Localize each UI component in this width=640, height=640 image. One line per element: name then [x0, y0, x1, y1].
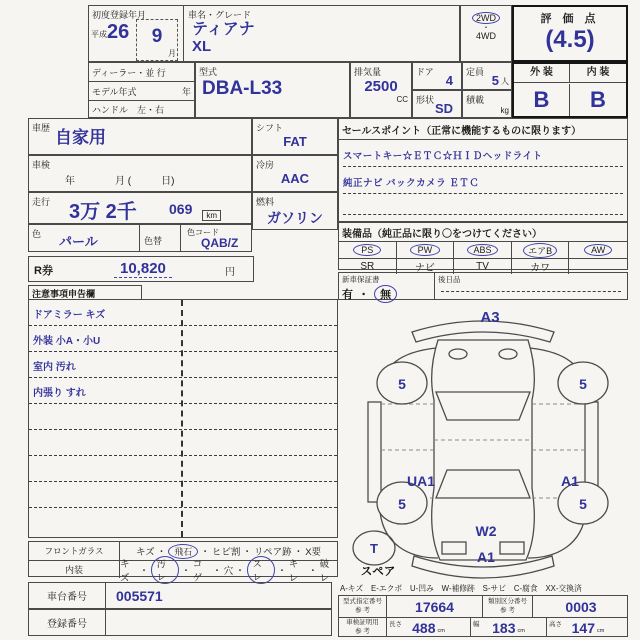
class-number-value: 0003	[565, 598, 597, 615]
interior-grade: B	[590, 86, 606, 112]
drive-type-box	[460, 5, 512, 62]
first-registration-month: 9	[151, 26, 163, 47]
type-designation-sub: 参 考	[355, 606, 370, 614]
chassis-number-label: 車台番号	[29, 583, 106, 608]
equipment-title: 装備品（純正品に限り〇をつけてください）	[339, 223, 627, 242]
height-value: 147	[571, 619, 595, 636]
notes-title: 注意事項申告欄	[32, 289, 96, 299]
mileage-big: 3万 2千	[69, 201, 137, 223]
notes-box	[28, 299, 338, 538]
score-box	[512, 5, 628, 62]
interior-label: 内 装	[570, 64, 626, 83]
inspection-label: 車検	[32, 160, 51, 170]
history-label: 車歴	[32, 123, 51, 133]
shape-value: SD	[434, 101, 453, 116]
notes-divider	[181, 300, 183, 537]
month-unit: 月	[168, 49, 176, 58]
sales-point-line-empty	[343, 214, 623, 215]
note-item-empty	[29, 404, 337, 430]
car-grade: XL	[192, 37, 212, 55]
mileage-label: 走行	[32, 197, 51, 207]
damage-declaration-box: フロントガラス キズ ・ 飛石 ・ ヒビ割 ・ リペア跡 ・ X要 内装 キズ ・ 汚レ ・ コゲ ・ 穴 ・ スレ ・ キレ ・ 破レ	[28, 541, 338, 577]
mileage-unit: km	[202, 210, 221, 221]
registration-number-label: 登録番号	[29, 610, 106, 635]
cooler-value: AAC	[280, 171, 310, 186]
equipment-pw: PW	[410, 244, 441, 256]
load-unit: kg	[500, 106, 509, 115]
color-box	[28, 224, 252, 252]
history-box	[28, 118, 252, 155]
exterior-interior-box	[512, 62, 628, 118]
height-unit: cm	[597, 628, 605, 634]
drive-2wd: 2WD	[472, 12, 500, 24]
cooler-box	[252, 155, 338, 192]
windshield-label: フロントガラス	[29, 542, 120, 560]
equipment-ps: PS	[353, 244, 381, 256]
class-number-label: 類別区分番号	[488, 598, 527, 606]
tire-grade-rear-left: 5	[398, 376, 406, 392]
drive-separator: ・	[482, 23, 490, 32]
capacity-label: 定員	[466, 67, 485, 77]
displacement-value: 2500	[364, 78, 398, 95]
chassis-number-value: 005571	[116, 587, 163, 604]
capacity-box	[462, 62, 512, 90]
windshield-opt: リペア跡	[253, 547, 292, 558]
first-registration-label: 初度登録年月	[92, 10, 147, 20]
exterior-grade: B	[514, 84, 570, 117]
fuel-label: 燃料	[256, 197, 275, 207]
car-name-box	[183, 5, 460, 62]
mileage-box	[28, 192, 252, 224]
length-value: 488	[412, 619, 436, 636]
handle-row: ハンドル 左・右	[92, 104, 165, 115]
capacity-unit: 人	[501, 77, 509, 86]
load-label: 積載	[466, 95, 485, 105]
windshield-opt-circled: 飛石	[168, 544, 198, 559]
shape-box	[412, 90, 462, 118]
dealer-rows-box	[88, 62, 195, 118]
note-item-empty	[29, 430, 337, 456]
door-label: ドア	[416, 67, 434, 77]
exterior-label: 外 装	[514, 64, 570, 83]
shape-label: 形状	[416, 95, 435, 105]
r-ticket-box	[28, 256, 254, 282]
later-items-label: 後日品	[438, 275, 461, 284]
length-label: 長さ	[389, 621, 402, 628]
warranty-yes: 有	[342, 289, 353, 301]
first-registration-box	[88, 5, 184, 62]
displacement-unit: CC	[396, 95, 408, 104]
displacement-box	[350, 62, 412, 118]
note-item: 内張り すれ	[29, 378, 337, 404]
inspection-ref-label: 車検証明用	[346, 619, 379, 627]
interior-opt: コゲ	[192, 558, 203, 584]
warranty-label: 新車保証書	[342, 275, 380, 284]
interior-opt: キズ	[120, 558, 130, 584]
reference-numbers-table	[338, 595, 628, 637]
chassis-number-box	[28, 582, 332, 609]
note-item: 室内 汚れ	[29, 352, 337, 378]
note-item: 外装 小A・小U	[29, 326, 337, 352]
left-door-panel	[368, 402, 381, 502]
inspection-blanks: 年 月 ( 日)	[65, 176, 175, 187]
sales-points-title: セールスポイント（正常に機能するものに限ります）	[339, 119, 627, 140]
width-unit: cm	[517, 628, 525, 634]
history-value: 自家用	[55, 128, 106, 147]
height-label: 高さ	[549, 621, 562, 628]
diagram-labels	[361, 309, 587, 578]
registration-number-value	[106, 610, 331, 635]
class-number-sub: 参 考	[500, 606, 515, 614]
model-code-box	[195, 62, 350, 118]
warranty-no-circled: 無	[374, 285, 397, 303]
label-spare: T	[370, 541, 378, 556]
fuel-value: ガソリン	[267, 210, 323, 226]
r-ticket-unit: 円	[225, 267, 235, 278]
cooler-label: 冷房	[256, 160, 275, 170]
load-box	[462, 90, 512, 118]
model-code-label: 型式	[199, 67, 218, 77]
r-ticket-label: R券	[34, 265, 53, 277]
color-code-value: QAB/Z	[201, 236, 239, 250]
interior-opt-circled: スレ	[247, 556, 276, 584]
car-name: ティアナ	[192, 21, 255, 38]
damage-legend: A-キズ E-エクボ U-凹み W-補修跡 S-サビ C-腐食 XX-交換済	[340, 584, 582, 593]
shift-label: シフト	[256, 123, 284, 133]
dealer-row: ディーラー・並 行	[89, 63, 194, 82]
label-spare-text: スペア	[360, 566, 396, 578]
windshield	[436, 470, 530, 498]
equipment-leather: カワ	[512, 259, 570, 274]
equipment-tv: TV	[454, 259, 512, 274]
shift-box	[252, 118, 338, 155]
door-box	[412, 62, 462, 90]
rear-window	[436, 392, 530, 420]
note-item: ドアミラー キズ	[29, 300, 337, 326]
warranty-box: 新車保証書 有 ・ 無 後日品	[338, 272, 628, 300]
interior-opt: 穴	[223, 565, 234, 577]
later-items-line	[441, 291, 621, 292]
equipment-navi: ナビ	[397, 259, 455, 274]
interior-damage-label: 内装	[29, 561, 120, 578]
car-top-view	[353, 321, 608, 578]
color-value: パール	[59, 234, 98, 249]
color-label: 色	[32, 229, 42, 239]
color-change-label: 色替	[144, 236, 163, 246]
label-rear-bumper: A3	[480, 309, 500, 326]
door-value: 4	[445, 73, 453, 88]
label-front: A1	[477, 549, 495, 565]
model-year-label: モデル年式	[92, 86, 137, 97]
era-label: 平成	[91, 30, 107, 39]
label-windshield: W2	[475, 523, 497, 539]
equipment-box	[338, 222, 628, 274]
interior-opt-circled: 汚レ	[151, 556, 180, 584]
windshield-opt: ヒビ割	[211, 547, 241, 558]
notes-title-box	[28, 285, 142, 299]
sales-point-line: スマートキー☆ＥＴＣ☆ＨＩＤヘッドライト	[343, 148, 623, 167]
shift-value: FAT	[283, 134, 307, 149]
car-name-label: 車名・グレード	[188, 10, 252, 20]
car-condition-diagram	[338, 300, 628, 582]
note-item-empty	[29, 482, 337, 508]
width-label: 幅	[473, 621, 480, 628]
model-code-value: DBA-L33	[202, 78, 283, 99]
equipment-airbag: エアB	[523, 243, 557, 258]
interior-opt: キレ	[288, 558, 299, 584]
label-right-door: A1	[561, 473, 579, 489]
note-item-empty	[29, 508, 337, 534]
width-value: 183	[492, 619, 516, 636]
sales-point-line: 純正ナビ バックカメラ ＥＴＣ	[343, 175, 623, 194]
equipment-aw: AW	[584, 244, 612, 256]
inspection-ref-sub: 参 考	[355, 627, 370, 635]
tire-grade-front-right: 5	[579, 496, 587, 512]
registration-number-box	[28, 609, 332, 636]
first-registration-year: 26	[107, 21, 130, 43]
capacity-value: 5	[491, 73, 499, 88]
windshield-opt: X要	[305, 547, 322, 558]
label-left-door: UA1	[406, 473, 436, 489]
sales-points-box	[338, 118, 628, 222]
equipment-sr: SR	[339, 259, 397, 274]
inspection-box	[28, 155, 252, 192]
equipment-abs: ABS	[467, 244, 497, 256]
note-item-empty	[29, 456, 337, 482]
length-unit: cm	[437, 628, 445, 634]
drive-4wd: 4WD	[476, 31, 496, 42]
fuel-box	[252, 192, 338, 230]
displacement-label: 排気量	[354, 67, 382, 77]
score-value: (4.5)	[545, 26, 595, 53]
tire-grade-rear-right: 5	[579, 376, 587, 392]
model-year-unit: 年	[181, 86, 191, 97]
tire-grade-front-left: 5	[398, 496, 406, 512]
type-designation-value: 17664	[387, 596, 483, 617]
windshield-opt: キズ	[135, 547, 155, 558]
color-code-label: 色コード	[187, 228, 219, 237]
r-ticket-value: 10,820	[114, 260, 172, 278]
score-label: 評 価 点	[540, 13, 600, 25]
type-designation-label: 型式指定番号	[343, 598, 382, 606]
interior-opt: 破レ	[319, 558, 330, 584]
mileage-small: 069	[169, 201, 193, 217]
